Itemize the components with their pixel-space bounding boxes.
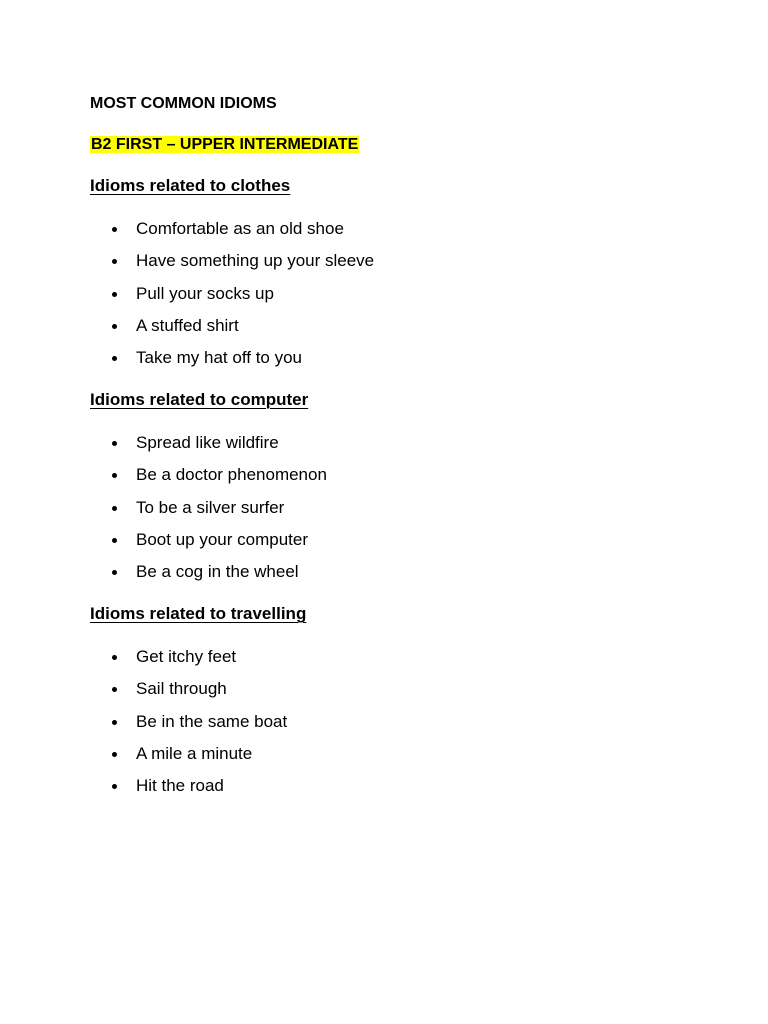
idiom-text: Get itchy feet (136, 647, 237, 666)
idiom-text: Comfortable as an old shoe (136, 219, 344, 238)
idiom-text: Sail through (136, 679, 227, 699)
section-heading-computer: Idioms related to computer (90, 390, 309, 409)
list-item (112, 465, 327, 497)
bullet-icon (112, 687, 117, 692)
bullet-icon (112, 655, 117, 660)
document-title: MOST COMMON IDIOMS (90, 95, 277, 112)
idiom-list-travelling (112, 647, 287, 808)
idiom-list-clothes (112, 219, 374, 380)
idiom-text: A mile a minute (136, 743, 253, 763)
bullet-icon (112, 720, 117, 725)
bullet-icon (112, 356, 117, 361)
list-item (112, 316, 374, 348)
bullet-icon (112, 441, 117, 446)
idiom-text: Be a cog in the wheel (136, 562, 299, 582)
bullet-icon (112, 473, 117, 478)
bullet-icon (112, 752, 117, 757)
list-item (112, 348, 374, 380)
bullet-icon (112, 784, 117, 789)
bullet-icon (112, 227, 117, 232)
level-heading (90, 135, 359, 155)
idiom-text: Take my hat off to you (136, 348, 302, 368)
bullet-icon (112, 506, 117, 511)
idiom-text: A stuffed shirt (136, 315, 239, 335)
bullet-icon (112, 538, 117, 543)
section-heading-clothes: Idioms related to clothes (90, 176, 291, 195)
bullet-icon (112, 292, 117, 297)
idiom-text: Be in the same boat (136, 711, 288, 731)
idiom-text: Pull your socks up (136, 283, 274, 303)
bullet-icon (112, 570, 117, 575)
list-item (112, 219, 374, 251)
list-item (112, 530, 327, 562)
list-item (112, 251, 374, 283)
list-item (112, 433, 327, 465)
idiom-text: Hit the road (136, 776, 224, 796)
idiom-text: Boot up your computer (136, 529, 308, 549)
bullet-icon (112, 324, 117, 329)
idiom-text: Be a doctor phenomenon (136, 465, 327, 485)
idiom-text: To be a silver surfer (136, 497, 285, 517)
section-heading-travelling: Idioms related to travelling (90, 604, 307, 623)
list-item (112, 712, 287, 744)
list-item (112, 647, 287, 679)
idiom-list-computer (112, 433, 327, 594)
level-highlight: B2 FIRST – UPPER INTERMEDIATE (91, 136, 359, 153)
list-item (112, 776, 287, 808)
idiom-text: Spread like wildfire (136, 433, 279, 452)
list-item (112, 562, 327, 594)
list-item (112, 744, 287, 776)
bullet-icon (112, 259, 117, 264)
list-item (112, 284, 374, 316)
list-item (112, 679, 287, 711)
idiom-text: Have something up your sleeve (136, 251, 375, 271)
list-item (112, 498, 327, 530)
